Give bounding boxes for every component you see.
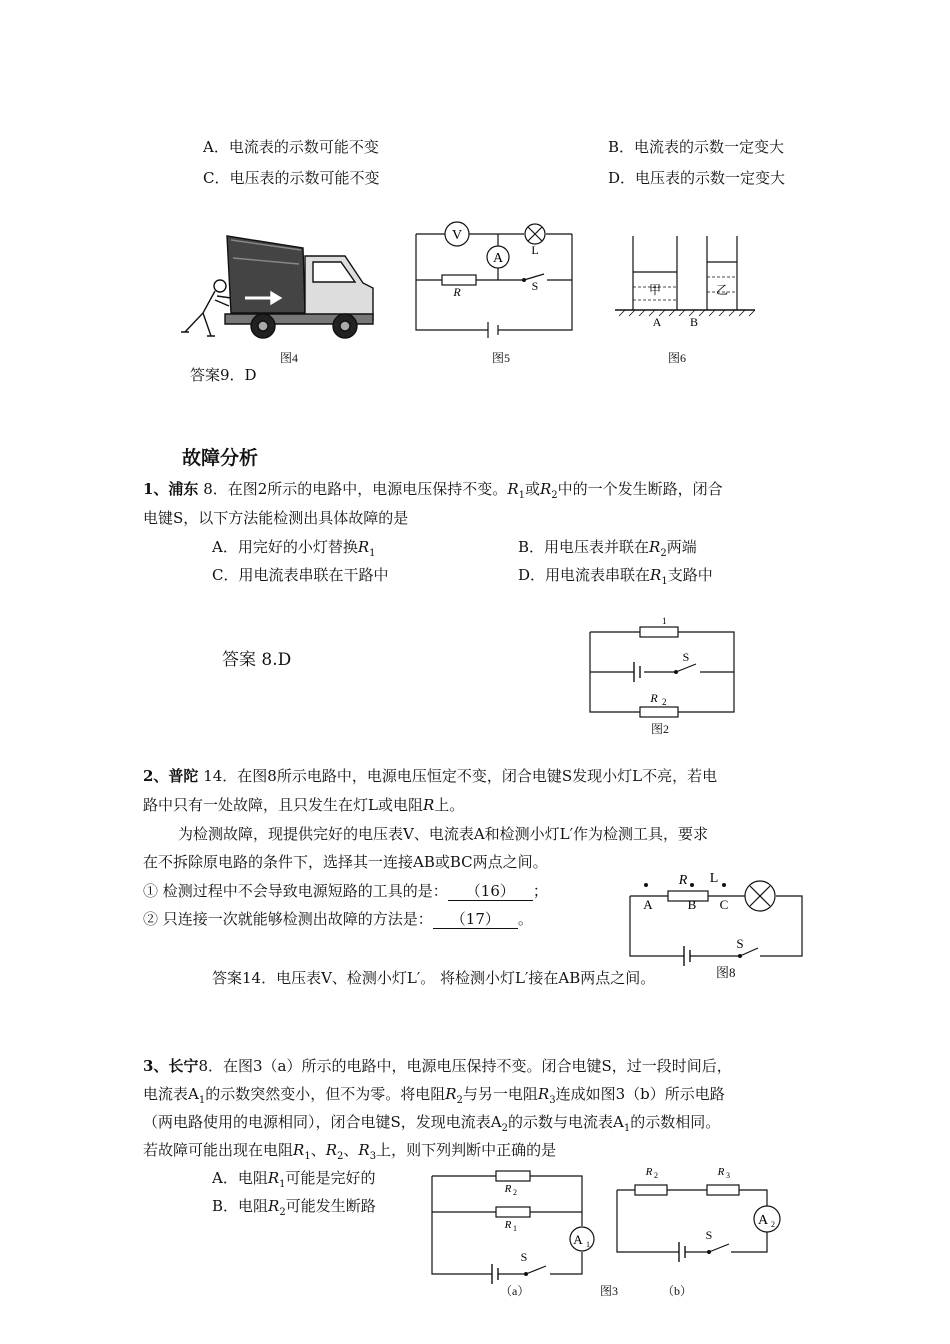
lamp-label: L <box>531 243 539 257</box>
p3-line-2: 电流表$A_1$的示数突然变小，但不为零。将电阻$R_2$与另一电阻$R_3$连成如图3（b）所示电路 <box>143 1085 725 1106</box>
p3-line-1: 3、长宁8．在图3（a）所示的电路中，电源电压保持不变。闭合电键S，过一段时间后， <box>143 1057 732 1075</box>
lamp-l-icon <box>745 881 775 911</box>
p3-tag: 3、长宁 <box>143 1057 199 1075</box>
p2-answer: 答案14．电压表V、检测小灯L′。 将检测小灯L′接在AB两点之间。 <box>212 969 656 987</box>
p3-option-a: A．电阻$R_1$可能是完好的 <box>212 1169 376 1190</box>
figure-5-circuit <box>414 222 574 332</box>
liquid-jia-label: 甲 <box>648 283 662 297</box>
p1-option-b: B．用电压表并联在$R_2$两端 <box>518 538 697 559</box>
q9-option-c: C．电压表的示数可能不变 <box>203 169 380 187</box>
p1-option-a: A．用完好的小灯替换$R_1$ <box>212 538 376 559</box>
p3-line-3: （两电路使用的电源相同），闭合电键S，发现电流表$A_2$的示数与电流表$A_1$的示数相同。 <box>143 1113 721 1134</box>
fig8-s-label: S <box>736 936 744 951</box>
resistor-label: R <box>453 285 461 299</box>
lamp-icon <box>525 224 545 244</box>
fig8-c-label: C <box>719 897 729 912</box>
svg-text:A: A <box>573 1232 583 1247</box>
svg-text:R: R <box>717 1166 725 1178</box>
fig2-r2-label: R <box>650 691 658 705</box>
figure-4-caption: 图4 <box>280 351 299 365</box>
figure-3b-circuit <box>615 1160 785 1260</box>
p3-line-4: 若故障可能出现在电阻$R_1$、$R_2$、$R_3$上，则下列判断中正确的是 <box>143 1141 557 1162</box>
p1-line-1: 1、浦东 8．在图2所示的电路中，电源电压保持不变。$R_1$或$R_2$中的一个发生断路，闭合 <box>143 480 723 501</box>
figure-2-circuit <box>588 612 738 712</box>
svg-text:S: S <box>520 1250 528 1264</box>
figure-5-caption: 图5 <box>492 351 511 365</box>
blank-17: （17） <box>433 910 518 929</box>
svg-text:A: A <box>757 1213 769 1228</box>
svg-text:1: 1 <box>662 616 667 626</box>
svg-text:2: 2 <box>771 1220 775 1229</box>
fig2-switch-label: S <box>682 650 690 664</box>
p1-option-d: D．用电流表串联在$R_1$支路中 <box>518 566 713 587</box>
fig8-l-label: L <box>709 871 719 886</box>
figure-3a-circuit <box>430 1168 600 1278</box>
p1-line-2: 电键S，以下方法能检测出具体故障的是 <box>143 509 409 527</box>
fig8-a-label: A <box>643 897 653 912</box>
svg-text:R: R <box>645 1166 653 1178</box>
figure-8-circuit <box>628 866 808 961</box>
liquid-yi-label: 乙 <box>715 283 729 297</box>
q9-option-a: A．电流表的示数可能不变 <box>203 138 379 156</box>
p2-line-4: 在不拆除原电路的条件下，选择其一连接AB或BC两点之间。 <box>143 853 548 871</box>
section-title: 故障分析 <box>182 447 259 469</box>
svg-text:R: R <box>504 1219 512 1231</box>
q9-option-b: B．电流表的示数一定变大 <box>608 138 785 156</box>
figure-6-caption: 图6 <box>668 351 687 365</box>
figure-3b-caption: （b） <box>662 1284 693 1298</box>
p2-line-1: 2、普陀 14．在图8所示电路中，电源电压恒定不变，闭合电键S发现小灯L不亮，若电 <box>143 767 718 785</box>
p3-option-b: B．电阻$R_2$可能发生断路 <box>212 1197 376 1218</box>
svg-text:3: 3 <box>726 1171 730 1180</box>
fig8-b-label: B <box>687 897 697 912</box>
fig8-r-label: R <box>678 873 688 888</box>
svg-text:S: S <box>705 1228 713 1242</box>
svg-text:2: 2 <box>662 697 667 707</box>
figure-2-caption: 图2 <box>651 722 670 736</box>
figure-3a-caption: （a） <box>500 1284 530 1298</box>
figure-6-containers <box>615 232 755 332</box>
svg-text:2: 2 <box>513 1188 517 1197</box>
figure-8-caption: 图8 <box>716 965 736 980</box>
p2-item-2: ② 只连接一次就能够检测出故障的方法是： （17） 。 <box>143 910 533 928</box>
voltmeter-label: V <box>451 228 463 243</box>
ammeter-label: A <box>492 251 504 266</box>
p2-line-2: 路中只有一处故障，且只发生在灯L或电阻R上。 <box>143 796 465 814</box>
q9-answer: 答案9．D <box>190 366 257 384</box>
svg-text:2: 2 <box>654 1171 658 1180</box>
figure-4-truck-illustration <box>175 228 375 343</box>
figure-3-caption: 图3 <box>600 1284 619 1298</box>
p2-tag: 2、普陀 <box>143 767 199 785</box>
p1-option-c: C．用电流表串联在干路中 <box>212 566 389 584</box>
q9-option-d: D．电压表的示数一定变大 <box>608 169 786 187</box>
p2-line-3: 为检测故障，现提供完好的电压表V、电流表A和检测小灯L′作为检测工具，要求 <box>178 825 709 843</box>
switch-label: S <box>531 279 539 293</box>
p1-tag: 1、浦东 <box>143 480 199 498</box>
svg-text:1: 1 <box>513 1224 517 1233</box>
point-b-label: B <box>689 315 699 329</box>
blank-16: （16） <box>448 882 533 901</box>
svg-text:R: R <box>504 1183 512 1195</box>
p2-item-1: ① 检测过程中不会导致电源短路的工具的是： （16） ； <box>143 882 548 900</box>
p1-answer: 答案 8.D <box>222 650 292 670</box>
svg-text:1: 1 <box>586 1240 590 1249</box>
point-a-label: A <box>652 315 662 329</box>
